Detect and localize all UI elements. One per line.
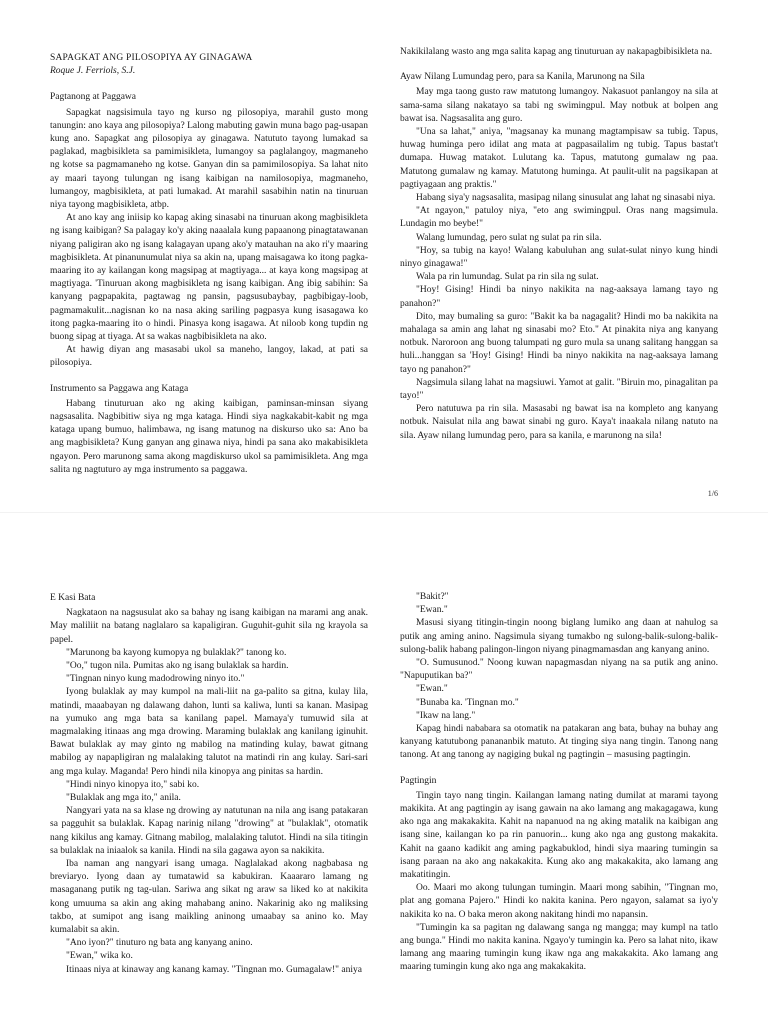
paragraph: Kapag hindi nababara sa otomatik na patakaran ang bata, buhay na buhay ang kanyang katutubong panananbik matuto. At tinging siya nang tingin. Tanong nang tanong. At ang tanong ay nagiging bukal ng pagtingin – masusing pagtingin.	[400, 724, 718, 761]
page-one-right-column	[400, 46, 718, 443]
paragraph: "Ikaw na lang."	[416, 710, 476, 721]
paragraph: "Oo," tugon nila. Pumitas ako ng isang bulaklak sa hardin.	[66, 661, 289, 672]
paragraph: Nakikilalang wasto ang mga salita kapag ang tinuturuan ay nakapagbibisikleta na.	[400, 47, 713, 57]
page-one	[0, 0, 768, 512]
paragraph: "Ano iyon?" tinuturo ng bata ang kanyang anino.	[66, 938, 253, 949]
section-heading: Ayaw Nilang Lumundag pero, para sa Kanila, Marunong na Sila	[400, 72, 645, 83]
paragraph: Masusi siyang titingin-tingin noong biglang lumiko ang daan at nahulog sa putik ang aming anino. Nagsimula siyang tumakbo ng sulong-balik-sulong-balik-sulong-balik habang palingon-lingon niyang pinagmamasdan ang kanyang anino.	[400, 618, 718, 655]
paragraph: Iyong bulaklak ay may kumpol na mali-liit na ga-palito sa gitna, kulay lila, matindi, maaabayan ng dalawang dahon, lunti sa kaliwa, lunti sa kanan. Masipag na yumuko ang mga bata sa kanilang papel. Mamaya'y tumuwid sila at magmalaking itinaas ang mga drowing. Maraming bulaklak ang kanilang iginuhit. Bawat bulaklak ay may ginto ng mabilog na matinding kulay, bawat gitnang mabilog ay napapligiran ng malalaking talutot na matindi rin ang kulay. Sari-sari ang mga kulay. Maganda! Pero hindi nila kinopya ang pinitas sa hardin.	[50, 687, 368, 777]
paragraph: "Bunaba ka. 'Tingnan mo."	[416, 697, 519, 708]
paragraph: "Hoy, sa tubig na kayo! Walang kabuluhan ang sulat-sulat ninyo kung hindi ninyo ginagawa!"	[400, 245, 718, 270]
section-heading: Pagtingin	[400, 775, 437, 786]
paragraph: "Bakit?"	[416, 592, 449, 602]
paragraph: Nagsimula silang lahat na magsiuwi. Yamot at galit. "Biruin mo, pinagalitan pa tayo!"	[400, 377, 718, 402]
paragraph: "Marunong ba kayong kumopya ng bulaklak?" tanong ko.	[66, 647, 287, 658]
paragraph: Nagkataon na nagsusulat ako sa bahay ng isang kaibigan na marami ang anak. May maliliit na batang naglalaro sa kapaligiran. Guguhit-guhit sila ng krayola sa papel.	[50, 608, 368, 645]
paragraph: Wala pa rin lumundag. Sulat pa rin sila ng sulat.	[416, 272, 599, 283]
paragraph: Nangyari yata na sa klase ng drowing ay natutunan na nila ang isang patakaran sa pagguhit sa bulaklak. Kapag narinig nilang "drowing" at "bulaklak", otomatik nang kikilus ang kamay. Gitnang mabilog, malalaking talutot. Hindi na sila titingin sa bulaklak na iniaalok sa kanila. Hindi na sila gagawa ayon sa nakikita.	[50, 806, 368, 856]
paragraph: Dito, may bumaling sa guro: "Bakit ka ba nagagalit? Hindi mo ba nakikita na mahalaga sa amin ang lahat ng sinasabi mo? Eto." At pinakita niya ang kanyang notbuk. Naroroon ang buong talumpati ng guro mula sa unang salitang hanggan sa huli...hanggan sa 'Hoy! Gising! Hindi ba ninyo nakikita na nag-aaksaya lamang tayo ng panahon?"	[400, 311, 718, 375]
page-one-left-column	[50, 52, 368, 477]
page-two-left-column	[50, 592, 368, 977]
paragraph: "Ewan."	[416, 684, 448, 695]
paragraph: Tingin tayo nang tingin. Kailangan lamang nating dumilat at marami tayong makikita. At ang pagtingin ay isang gawain na ako lamang ang makagagawa, kung ako nga ang makakakita. Kahit na napanuod na ng aking matalik na kaibigan ang isang sine, kailangan ko pa rin panuorin... kung ako nga ang gustong makakita. Kahit na gaano kadikit ang aming pagkabuklod, hindi siya maaring tumingin sa isang paraan na ako ang nakakakita. Kung ako ang makakakita, ako lamang ang makatitingin.	[400, 790, 718, 881]
paragraph: "O. Sumusunod." Noong kuwan napagmasdan niyang na sa putik ang anino. "Napuputikan ba?"	[400, 658, 718, 682]
paragraph: "Ewan," wika ko.	[66, 951, 133, 962]
document-title: SAPAGKAT ANG PILOSOPIYA AY GINAGAWA	[50, 53, 253, 63]
paragraph: Pero natutuwa pa rin sila. Masasabi ng bawat isa na kompleto ang kanyang notbuk. Naisulat nila ang bawat sinabi ng guro. Kaya't inaakala nilang natuto na sila. Ayaw nilang lumundag pero, para sa kanila, e marunong na sila!	[400, 404, 718, 441]
paragraph: "Ewan."	[416, 605, 448, 616]
paragraph: "At ngayon," patuloy niya, "eto ang swimingpul. Oras nang magsimula. Lundagin mo beybe!"	[400, 206, 718, 230]
paragraph: Walang lumundag, pero sulat ng sulat pa rin sila.	[416, 232, 602, 243]
paragraph: "Una sa lahat," aniya, "magsanay ka munang magtampisaw sa tubig. Tapus, huwag huminga pero idilat ang mata at pagpasailalim ng tubig. Tapus bastat't dumapa. Huwag matakot. Lulutang ka. Tapus, matutong gumalaw ng paa. Matutong gumalaw ng kamay. Matutong huminga. At paulit-ulit na pagsikapan at pagtiyagaan ang praktis."	[400, 127, 718, 190]
page-two	[0, 512, 768, 1025]
page-number: 1/6	[707, 489, 718, 498]
paragraph: "Hoy! Gising! Hindi ba ninyo nakikita na nag-aaksaya lamang tayo ng panahon?"	[400, 285, 718, 309]
page-two-right-column	[400, 591, 718, 975]
paragraph: "Tumingin ka sa pagitan ng dalawang sanga ng mangga; may kumpl na tatlo ang bunga." Hindi mo nakita kanina. Ngayo'y tumingin ka. Pero sa lahat nito, ikaw lamang ang maaring tumingin kung ikaw nga ang makakakita. Ako lamang ang maaring tumingin kung ako nga ang makakakita.	[400, 922, 718, 973]
paragraph: "Bulaklak ang mga ito," anila.	[66, 793, 181, 804]
paragraph: Sapagkat nagsisimula tayo ng kurso ng pilosopiya, marahil gusto mong tanungin: ano kaya ang pilosopiya? Lalong mabuting gawin muna bago pag-usapan kung ano. Sapagkat ang pilosopiya ay ginagawa. Natututo tayong lumakad sa paglakad, magbisikleta sa pamimisikleta, lumangoy sa paglalangoy, magmaneho ng kotse sa pagmamaneho ng kotse. Ganyan din sa pamimilosopiya. Sa lahat nito ay maari tayong tulungan ng isang kaibigan na namilosopiya, magmaneho, lumangoy, magbisikleta, at pati lumakad. At marahil sasabihin natin na tinuruan niya tayong magbisikleta, atbp.	[50, 107, 368, 211]
document-author: Roque J. Ferriols, S.J.	[50, 66, 136, 77]
paragraph: May mga taong gusto raw matutong lumangoy. Nakasuot panlangoy na sila at sama-sama silang nakatayo sa tabi ng swimingpul. May notbuk at bolpen ang bawat isa. Nagsasalita ang guro.	[400, 87, 718, 124]
paragraph: Oo. Maari mo akong tulungan tumingin. Maari mong sabihin, "Tingnan mo, plat ang gomana Pajero." Hindi ko nakita kanina. Pero ngayon, salamat sa iyo'y nakikita ko na. O baka meron akong nakitang hindi mo napansin.	[400, 883, 718, 920]
section-heading: Instrumento sa Paggawa ang Kataga	[50, 383, 189, 394]
paragraph: At hawig diyan ang masasabi ukol sa maneho, langoy, lakad, at pati sa pilosopiya.	[50, 345, 368, 369]
paragraph: Iba naman ang nangyari isang umaga. Naglalakad akong nagbabasa ng breviaryo. Iyong daan ay tumatawid sa kabukiran. Kaaararo lamang ng masaganang putik ng tag-ulan. Sariwa ang sikat ng araw sa liked ko at nakikita kong umuuma sa akin ang aking mahabang anino. Nakarinig ako ng maliksing takbo, at sumipot ang isang maikling aninong umaabay sa anino ko. May kumalabit sa akin.	[50, 859, 368, 936]
section-heading: Pagtanong at Paggawa	[50, 92, 137, 103]
paragraph: "Tingnan ninyo kung madodrowing ninyo ito."	[66, 674, 245, 685]
paragraph: "Hindi ninyo kinopya ito," sabi ko.	[66, 779, 200, 790]
paragraph: At ano kay ang iniisip ko kapag aking sinasabi na tinuruan akong magbisikleta ng isang kaibigan? Sa palagay ko'y aking naaalala kung papaanong pinagtatawanan niyang paligiran ako ng isang kalagayan upang ako'y matauhan na ako ri'y maaring magbisikleta. At pinanunumulat niya sa akin na, upang maisagawa ko itong pagka-maaring ito ay kailangan kong magsipag at magtiyaga... at kaya kong magsipag at magtiyaga. 'Tinuruan akong magbisikleta ng isang kaibigan. Ang ibig sabihin: Sa kanyang pagpapakita, pagtawag ng pansin, pagsusubaybay, pagbibigay-loob, pagmamakulit...nagisnan ko na nasa aking sariling pagpasya kung isasagawa ko itong pagka-maaring ito o hindi. Pinasya kong isagawa. At niloob kong tupdin ng buong sipag at tiyaga. At sa wakas nagbibisikleta na ako.	[50, 213, 368, 343]
section-heading: E Kasi Bata	[50, 593, 96, 603]
paragraph: Habang tinuturuan ako ng aking kaibigan, paminsan-minsan siyang nagsasalita. Nagbibitiw siya ng mga kataga. Hindi siya nagkakabit-kabit ng mga kataga upang bumuo, halimbawa, ng isang matunog na diskurso uko sa: Ano ba ang magbisikleta? Kung ganyan ang ginawa niya, hindi pa sana ako makabisikleta ngayon. Pero marunong sama akong magdiskurso ukol sa pamimisikleta. Ang mga salita ng nagtuturo ay mga instrumento sa paggawa.	[50, 398, 368, 475]
paragraph: Habang siya'y nagsasalita, masipag nilang sinusulat ang lahat ng sinasabi niya.	[416, 193, 716, 204]
paragraph: Itinaas niya at kinaway ang kanang kamay. "Tingnan mo. Gumagalaw!" aniya	[66, 964, 362, 975]
